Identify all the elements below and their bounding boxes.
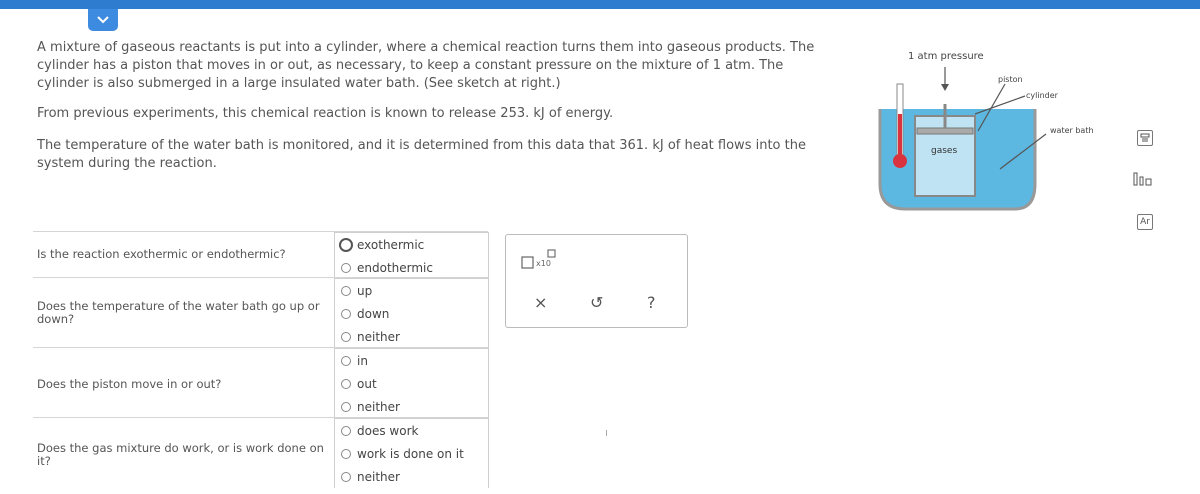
periodic-table-button[interactable] (1137, 214, 1153, 230)
option-in[interactable] (335, 349, 488, 372)
option-label: down (357, 306, 390, 321)
collapse-tab[interactable] (88, 9, 118, 31)
option-label: up (357, 283, 373, 298)
radio-button[interactable] (341, 286, 351, 296)
radio-button[interactable] (341, 426, 351, 436)
divider (606, 430, 607, 436)
option-exothermic[interactable] (335, 233, 488, 256)
problem-paragraph-2: From previous experiments, this chemical reaction is known to release 253. kJ of energy. (37, 106, 614, 121)
answer-options (334, 418, 489, 488)
option-label: neither (357, 329, 400, 344)
apparatus-sketch (860, 44, 1100, 214)
option-label: work is done on it (357, 446, 464, 461)
piston-label: piston (998, 75, 1023, 84)
radio-button[interactable] (341, 379, 351, 389)
help-button[interactable]: ? (647, 293, 656, 312)
answer-options (334, 348, 489, 418)
calculator-icon (1140, 133, 1150, 143)
water-bath-label: water bath (1050, 126, 1094, 135)
option-endothermic[interactable] (335, 256, 488, 279)
question-table (33, 231, 488, 493)
periodic-table-icon: Ar (1140, 217, 1150, 227)
option-does-work[interactable] (335, 419, 488, 442)
radio-button[interactable] (341, 449, 351, 459)
option-up[interactable] (335, 279, 488, 302)
pressure-label: 1 atm pressure (908, 51, 984, 62)
answer-toolbox (505, 234, 688, 328)
option-label: neither (357, 399, 400, 414)
option-label: exothermic (357, 237, 425, 252)
radio-button[interactable] (341, 402, 351, 412)
radio-button[interactable] (341, 472, 351, 482)
cylinder-label: cylinder (1026, 91, 1058, 100)
top-bar (0, 0, 1200, 9)
option-neither[interactable] (335, 325, 488, 348)
table-row (33, 417, 488, 494)
data-button[interactable] (1132, 170, 1154, 190)
chevron-down-icon (96, 15, 110, 25)
table-row (33, 277, 488, 348)
option-down[interactable] (335, 302, 488, 325)
option-label: does work (357, 423, 419, 438)
question-label: Is the reaction exothermic or endothermic? (37, 247, 286, 261)
answer-options (334, 232, 489, 279)
radio-button[interactable] (339, 238, 353, 252)
clear-button[interactable]: × (534, 293, 548, 312)
question-label: Does the piston move in or out? (37, 377, 222, 391)
radio-button[interactable] (341, 332, 351, 342)
scientific-notation-button[interactable] (520, 249, 560, 275)
problem-statement (37, 39, 837, 183)
problem-paragraph-3: The temperature of the water bath is monitored, and it is determined from this data that 361. kJ of heat flows into the system during the reaction. (37, 138, 806, 171)
data-bars-icon (1132, 170, 1154, 186)
sci-notation-label: x10 (536, 259, 551, 268)
option-label: endothermic (357, 260, 433, 275)
option-label: in (357, 353, 368, 368)
piston (917, 128, 973, 134)
option-neither[interactable] (335, 465, 488, 488)
undo-button[interactable]: ↺ (590, 293, 604, 312)
option-out[interactable] (335, 372, 488, 395)
option-neither[interactable] (335, 395, 488, 418)
question-label: Does the temperature of the water bath go up or down? (37, 299, 320, 326)
option-label: neither (357, 469, 400, 484)
radio-button[interactable] (341, 309, 351, 319)
radio-button[interactable] (341, 263, 351, 273)
calculator-button[interactable] (1137, 130, 1153, 146)
option-work-done-on-it[interactable] (335, 442, 488, 465)
question-label: Does the gas mixture do work, or is work done on it? (37, 441, 324, 468)
radio-button[interactable] (341, 356, 351, 366)
table-row (33, 231, 488, 282)
gases-label: gases (931, 146, 958, 156)
option-label: out (357, 376, 377, 391)
problem-paragraph-1: A mixture of gaseous reactants is put into a cylinder, where a chemical reaction turns them into gaseous products. The cylinder has a piston that moves in or out, as necessary, to keep a constant pressure on the mixture of 1 atm. The cylinder is also submerged in a large insulated water bath. (See sketch at right.) (37, 40, 815, 91)
table-row (33, 347, 488, 418)
answer-options (334, 278, 489, 348)
